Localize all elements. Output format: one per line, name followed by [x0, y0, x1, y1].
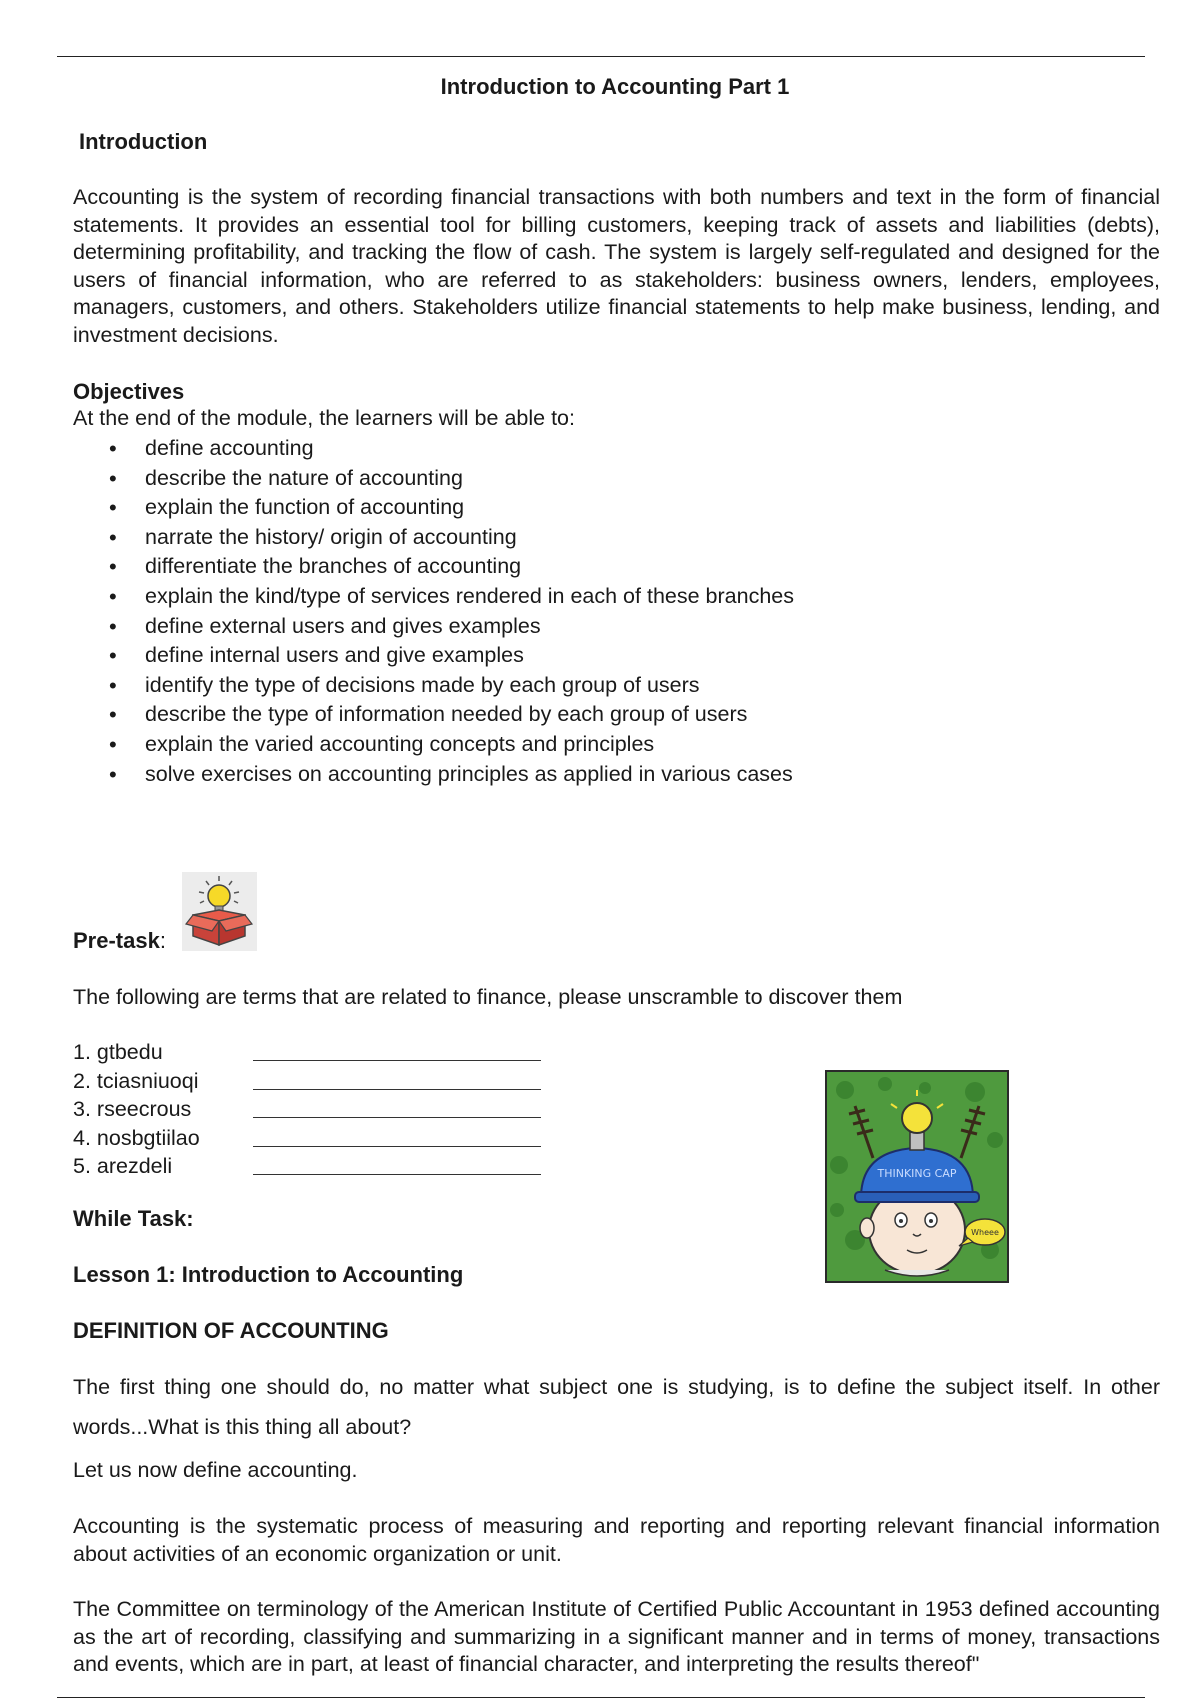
- definition-heading: DEFINITION OF ACCOUNTING: [73, 1318, 389, 1343]
- objective-item: • describe the nature of accounting: [73, 464, 794, 494]
- introduction-paragraph: Accounting is the system of recording financial transactions with both numbers and text in the form of financial statements. It provides an essential tool for billing customers, keeping track of assets and liabilities (debts), determining profitability, and tracking the flow of cash. The system is largely self-regulated and designed for the users of financial information, who are referred to as stakeholders: business owners, lenders, employees, managers, customers, and others. Stakeholders utilize financial statements to help make business, lending, and investment decisions.: [73, 185, 1160, 347]
- objectives-list: [73, 434, 794, 789]
- definition-paragraph-1: The first thing one should do, no matter what subject one is studying, is to define the subject itself. In other words...What is this thing all about?: [73, 1375, 1160, 1439]
- objective-item: • define internal users and give examples: [73, 641, 794, 671]
- objective-item: • explain the function of accounting: [73, 493, 794, 523]
- objective-item: • differentiate the branches of accounting: [73, 552, 794, 582]
- objective-item: • explain the kind/type of services rendered in each of these branches: [73, 582, 794, 612]
- scrambled-word: 2. tciasniuoqi: [73, 1068, 199, 1093]
- pretask-instruction: The following are terms that are related to finance, please unscramble to discover them: [73, 985, 903, 1009]
- unscramble-item: [73, 1124, 200, 1153]
- answer-blank: [253, 1124, 541, 1147]
- scrambled-word: 3. rseecrous: [73, 1097, 192, 1121]
- objective-item: • describe the type of information needed by each group of users: [73, 700, 794, 730]
- objectives-lead: At the end of the module, the learners will be able to:: [73, 406, 575, 430]
- pretask-colon: :: [159, 928, 166, 953]
- definition-paragraph-4: The Committee on terminology of the American Institute of Certified Public Accountant in 1953 defined accounting as the art of recording, classifying and summarizing in a significant manner and in terms of money, transactions and events, which are in part, at least of financial character, and interpreting the results thereof": [73, 1597, 1160, 1676]
- lightbulb-box-icon: [182, 872, 257, 951]
- unscramble-item: [73, 1095, 200, 1124]
- lesson-title: Lesson 1: Introduction to Accounting: [73, 1262, 464, 1287]
- page-title: Introduction to Accounting Part 1: [440, 74, 790, 99]
- cap-label: THINKING CAP: [877, 1167, 957, 1180]
- objectives-heading: Objectives: [73, 379, 185, 404]
- objective-item: • solve exercises on accounting principles as applied in various cases: [73, 760, 794, 790]
- scrambled-word: 5. arezdeli: [73, 1154, 173, 1178]
- unscramble-item: [73, 1038, 200, 1067]
- introduction-heading: Introduction: [79, 129, 208, 154]
- unscramble-item: [73, 1067, 200, 1096]
- thinking-cap-illustration: [825, 1070, 1009, 1283]
- definition-paragraph-2: Let us now define accounting.: [73, 1458, 358, 1482]
- scrambled-word: 4. nosbgtiilao: [73, 1125, 200, 1150]
- unscramble-item: [73, 1152, 200, 1181]
- answer-blank: [253, 1152, 541, 1175]
- scrambled-word: 1. gtbedu: [73, 1040, 163, 1064]
- bottom-rule: [57, 1697, 1145, 1698]
- objective-item: • explain the varied accounting concepts and principles: [73, 730, 794, 760]
- top-rule: [57, 56, 1145, 57]
- objective-item: • identify the type of decisions made by each group of users: [73, 671, 794, 701]
- answer-blank: [253, 1067, 541, 1090]
- pretask-heading: [73, 928, 166, 954]
- objective-item: • narrate the history/ origin of accounting: [73, 523, 794, 553]
- answer-blank: [253, 1038, 541, 1061]
- answer-blank: [253, 1095, 541, 1118]
- while-task-heading: While Task:: [73, 1206, 194, 1231]
- objective-item: • define external users and gives examples: [73, 612, 794, 642]
- pretask-label: Pre-task: [73, 928, 160, 953]
- unscramble-list: [73, 1038, 200, 1181]
- definition-paragraph-3: Accounting is the systematic process of measuring and reporting and reporting relevant financial information about activities of an economic organization or unit.: [73, 1514, 1160, 1566]
- objective-item: • define accounting: [73, 434, 794, 464]
- speech-bubble-text: Wheee: [971, 1228, 999, 1237]
